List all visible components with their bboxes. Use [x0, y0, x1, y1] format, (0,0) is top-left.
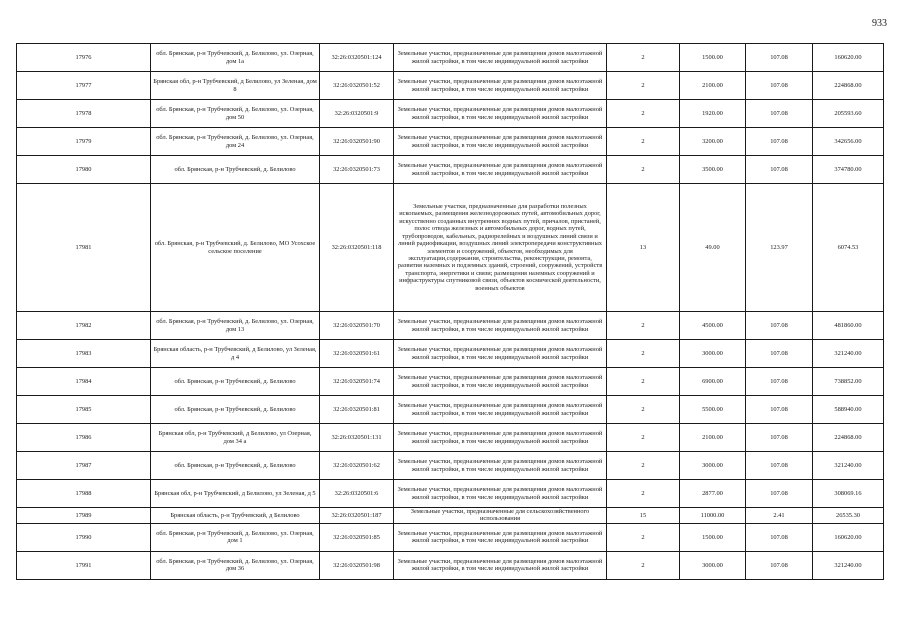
cadastral-value: 6074.53 — [813, 184, 884, 312]
land-use-purpose: Земельные участки, предназначенные для размещения домов малоэтажной жилой застройки, в том числе индивидуальной жилой застройки — [394, 551, 607, 579]
cadastral-number: 32:26:0320501:118 — [320, 184, 394, 312]
land-use-purpose: Земельные участки, предназначенные для размещения домов малоэтажной жилой застройки, в том числе индивидуальной жилой застройки — [394, 128, 607, 156]
row-number: 17976 — [17, 44, 151, 72]
table-row — [17, 424, 884, 452]
area: 6900.00 — [680, 368, 746, 396]
specific-value: 107.08 — [746, 128, 813, 156]
area: 1500.00 — [680, 44, 746, 72]
use-type-code: 2 — [607, 396, 680, 424]
use-type-code: 2 — [607, 312, 680, 340]
cadastral-number: 32:26:0320501:6 — [320, 480, 394, 508]
address: обл. Брянская, р-н Трубчевский, д. Белилово — [151, 368, 320, 396]
cadastral-value-table — [16, 43, 884, 580]
area: 3500.00 — [680, 156, 746, 184]
use-type-code: 2 — [607, 44, 680, 72]
use-type-code: 2 — [607, 100, 680, 128]
specific-value: 123.97 — [746, 184, 813, 312]
table-row — [17, 184, 884, 312]
specific-value: 2.41 — [746, 508, 813, 524]
use-type-code: 13 — [607, 184, 680, 312]
table-row — [17, 100, 884, 128]
address: Брянская обл, р-н Трубчевский, д Белилово, ул Озерная, дом 34 а — [151, 424, 320, 452]
use-type-code: 2 — [607, 128, 680, 156]
land-use-purpose: Земельные участки, предназначенные для размещения домов малоэтажной жилой застройки, в том числе индивидуальной жилой застройки — [394, 312, 607, 340]
table-row — [17, 480, 884, 508]
address: обл. Брянская, р-н Трубчевский, д. Белилово, МО Усохское сельское поселение — [151, 184, 320, 312]
table-row — [17, 508, 884, 524]
cadastral-value: 481860.00 — [813, 312, 884, 340]
area: 1500.00 — [680, 523, 746, 551]
row-number: 17983 — [17, 340, 151, 368]
address: обл. Брянская, р-н Трубчевский, д. Белилово, ул. Озерная, дом 24 — [151, 128, 320, 156]
use-type-code: 2 — [607, 368, 680, 396]
area: 11000.00 — [680, 508, 746, 524]
cadastral-value: 224868.00 — [813, 424, 884, 452]
cadastral-value: 160620.00 — [813, 523, 884, 551]
row-number: 17985 — [17, 396, 151, 424]
land-use-purpose: Земельные участки, предназначенные для размещения домов малоэтажной жилой застройки, в том числе индивидуальной жилой застройки — [394, 396, 607, 424]
table-row — [17, 156, 884, 184]
page-number: 933 — [872, 18, 887, 29]
address: Брянская обл, р-н Трубчевский, д Белилово, ул Зеленая, д 5 — [151, 480, 320, 508]
land-use-purpose: Земельные участки, предназначенные для сельскохозяйственного использования — [394, 508, 607, 524]
address: обл. Брянская, р-н Трубчевский, д. Белилово — [151, 156, 320, 184]
address: обл. Брянская, р-н Трубчевский, д. Белилово, ул. Озерная, дом 36 — [151, 551, 320, 579]
cadastral-value: 224868.00 — [813, 72, 884, 100]
table-row — [17, 368, 884, 396]
land-use-purpose: Земельные участки, предназначенные для размещения домов малоэтажной жилой застройки, в том числе индивидуальной жилой застройки — [394, 452, 607, 480]
area: 5500.00 — [680, 396, 746, 424]
use-type-code: 2 — [607, 523, 680, 551]
row-number: 17984 — [17, 368, 151, 396]
table-row — [17, 452, 884, 480]
address: обл. Брянская, р-н Трубчевский, д. Белилово, ул. Озерная, дом 13 — [151, 312, 320, 340]
cadastral-number: 32:26:0320501:98 — [320, 551, 394, 579]
area: 3200.00 — [680, 128, 746, 156]
table-row — [17, 551, 884, 579]
cadastral-value: 588940.00 — [813, 396, 884, 424]
area: 2877.00 — [680, 480, 746, 508]
specific-value: 107.08 — [746, 156, 813, 184]
table-row — [17, 72, 884, 100]
cadastral-number: 32:26:0320501:81 — [320, 396, 394, 424]
cadastral-number: 32:26:0320501:187 — [320, 508, 394, 524]
use-type-code: 2 — [607, 424, 680, 452]
specific-value: 107.08 — [746, 523, 813, 551]
area: 49.00 — [680, 184, 746, 312]
specific-value: 107.08 — [746, 452, 813, 480]
row-number: 17978 — [17, 100, 151, 128]
cadastral-number: 32:26:0320501:52 — [320, 72, 394, 100]
cadastral-number: 32:26:0320501:131 — [320, 424, 394, 452]
cadastral-number: 32:26:0320501:62 — [320, 452, 394, 480]
row-number: 17989 — [17, 508, 151, 524]
address: обл. Брянская, р-н Трубчевский, д. Белилово, ул. Озерная, дом 1а — [151, 44, 320, 72]
row-number: 17986 — [17, 424, 151, 452]
row-number: 17982 — [17, 312, 151, 340]
use-type-code: 2 — [607, 156, 680, 184]
area: 2100.00 — [680, 424, 746, 452]
specific-value: 107.08 — [746, 480, 813, 508]
row-number: 17987 — [17, 452, 151, 480]
use-type-code: 2 — [607, 551, 680, 579]
specific-value: 107.08 — [746, 100, 813, 128]
land-use-purpose: Земельные участки, предназначенные для размещения домов малоэтажной жилой застройки, в том числе индивидуальной жилой застройки — [394, 156, 607, 184]
cadastral-number: 32:26:0320501:73 — [320, 156, 394, 184]
specific-value: 107.08 — [746, 396, 813, 424]
cadastral-value: 205593.60 — [813, 100, 884, 128]
specific-value: 107.08 — [746, 312, 813, 340]
area: 3000.00 — [680, 551, 746, 579]
specific-value: 107.08 — [746, 368, 813, 396]
table-row — [17, 340, 884, 368]
specific-value: 107.08 — [746, 44, 813, 72]
specific-value: 107.08 — [746, 72, 813, 100]
use-type-code: 2 — [607, 452, 680, 480]
land-use-purpose: Земельные участки, предназначенные для размещения домов малоэтажной жилой застройки, в том числе индивидуальной жилой застройки — [394, 72, 607, 100]
row-number: 17991 — [17, 551, 151, 579]
cadastral-number: 32:26:0320501:61 — [320, 340, 394, 368]
table-row — [17, 128, 884, 156]
land-use-purpose: Земельные участки, предназначенные для размещения домов малоэтажной жилой застройки, в том числе индивидуальной жилой застройки — [394, 424, 607, 452]
use-type-code: 2 — [607, 340, 680, 368]
cadastral-value: 342656.00 — [813, 128, 884, 156]
row-number: 17988 — [17, 480, 151, 508]
cadastral-value: 26535.30 — [813, 508, 884, 524]
use-type-code: 2 — [607, 480, 680, 508]
address: Брянская область, р-н Трубчевский, д Белилово — [151, 508, 320, 524]
cadastral-value: 308069.16 — [813, 480, 884, 508]
address: обл. Брянская, р-н Трубчевский, д. Белилово — [151, 396, 320, 424]
cadastral-value: 374780.00 — [813, 156, 884, 184]
specific-value: 107.08 — [746, 424, 813, 452]
row-number: 17981 — [17, 184, 151, 312]
address: обл. Брянская, р-н Трубчевский, д. Белилово, ул. Озерная, дом 50 — [151, 100, 320, 128]
area: 3000.00 — [680, 452, 746, 480]
specific-value: 107.08 — [746, 551, 813, 579]
area: 4500.00 — [680, 312, 746, 340]
area: 2100.00 — [680, 72, 746, 100]
address: Брянская область, р-н Трубчевский, д Белилово, ул Зеленая, д 4 — [151, 340, 320, 368]
table-row — [17, 396, 884, 424]
cadastral-value: 321240.00 — [813, 551, 884, 579]
cadastral-number: 32:26:0320501:90 — [320, 128, 394, 156]
cadastral-value: 321240.00 — [813, 340, 884, 368]
row-number: 17990 — [17, 523, 151, 551]
address: обл. Брянская, р-н Трубчевский, д. Белилово, ул. Озерная, дом 1 — [151, 523, 320, 551]
area: 3000.00 — [680, 340, 746, 368]
cadastral-number: 32:26:0320501:85 — [320, 523, 394, 551]
cadastral-number: 32:26:0320501:9 — [320, 100, 394, 128]
cadastral-number: 32:26:0320501:124 — [320, 44, 394, 72]
land-use-purpose: Земельные участки, предназначенные для размещения домов малоэтажной жилой застройки, в том числе индивидуальной жилой застройки — [394, 523, 607, 551]
land-use-purpose: Земельные участки, предназначенные для размещения домов малоэтажной жилой застройки, в том числе индивидуальной жилой застройки — [394, 340, 607, 368]
row-number: 17979 — [17, 128, 151, 156]
land-use-purpose: Земельные участки, предназначенные для размещения домов малоэтажной жилой застройки, в том числе индивидуальной жилой застройки — [394, 44, 607, 72]
cadastral-number: 32:26:0320501:74 — [320, 368, 394, 396]
land-use-purpose: Земельные участки, предназначенные для размещения домов малоэтажной жилой застройки, в том числе индивидуальной жилой застройки — [394, 100, 607, 128]
cadastral-number: 32:26:0320501:70 — [320, 312, 394, 340]
table-row — [17, 44, 884, 72]
use-type-code: 2 — [607, 72, 680, 100]
row-number: 17980 — [17, 156, 151, 184]
land-use-purpose: Земельные участки, предназначенные для разработки полезных ископаемых, размещения железнодорожных путей, автомобильных дорог, искусственно созданных внутренних водных путей, причалов, пристаней, полос отвода железных и автомобильных дорог, водных путей, трубопроводов, кабельных, радиорелейных и воздушных линий связи и линий радиофикации, воздушных линий электропередачи конструктивных элементов и сооружений, объектов, необходимых для эксплуатации,содержания, строительства, реконструкции, ремонта, развития наземных и подземных зданий, строений, сооружений, устройств транспорта, энергетики и связи; размещения наземных сооружений и инфраструктуры спутниковой связи, объектов космической деятельности, военных объектов — [394, 184, 607, 312]
address: Брянская обл, р-н Трубчевский, д Белилово, ул Зеленая, дом 8 — [151, 72, 320, 100]
cadastral-value: 160620.00 — [813, 44, 884, 72]
address: обл. Брянская, р-н Трубчевский, д. Белилово — [151, 452, 320, 480]
cadastral-value: 738852.00 — [813, 368, 884, 396]
use-type-code: 15 — [607, 508, 680, 524]
row-number: 17977 — [17, 72, 151, 100]
table-row — [17, 523, 884, 551]
area: 1920.00 — [680, 100, 746, 128]
table-row — [17, 312, 884, 340]
cadastral-value: 321240.00 — [813, 452, 884, 480]
land-use-purpose: Земельные участки, предназначенные для размещения домов малоэтажной жилой застройки, в том числе индивидуальной жилой застройки — [394, 480, 607, 508]
specific-value: 107.08 — [746, 340, 813, 368]
land-use-purpose: Земельные участки, предназначенные для размещения домов малоэтажной жилой застройки, в том числе индивидуальной жилой застройки — [394, 368, 607, 396]
